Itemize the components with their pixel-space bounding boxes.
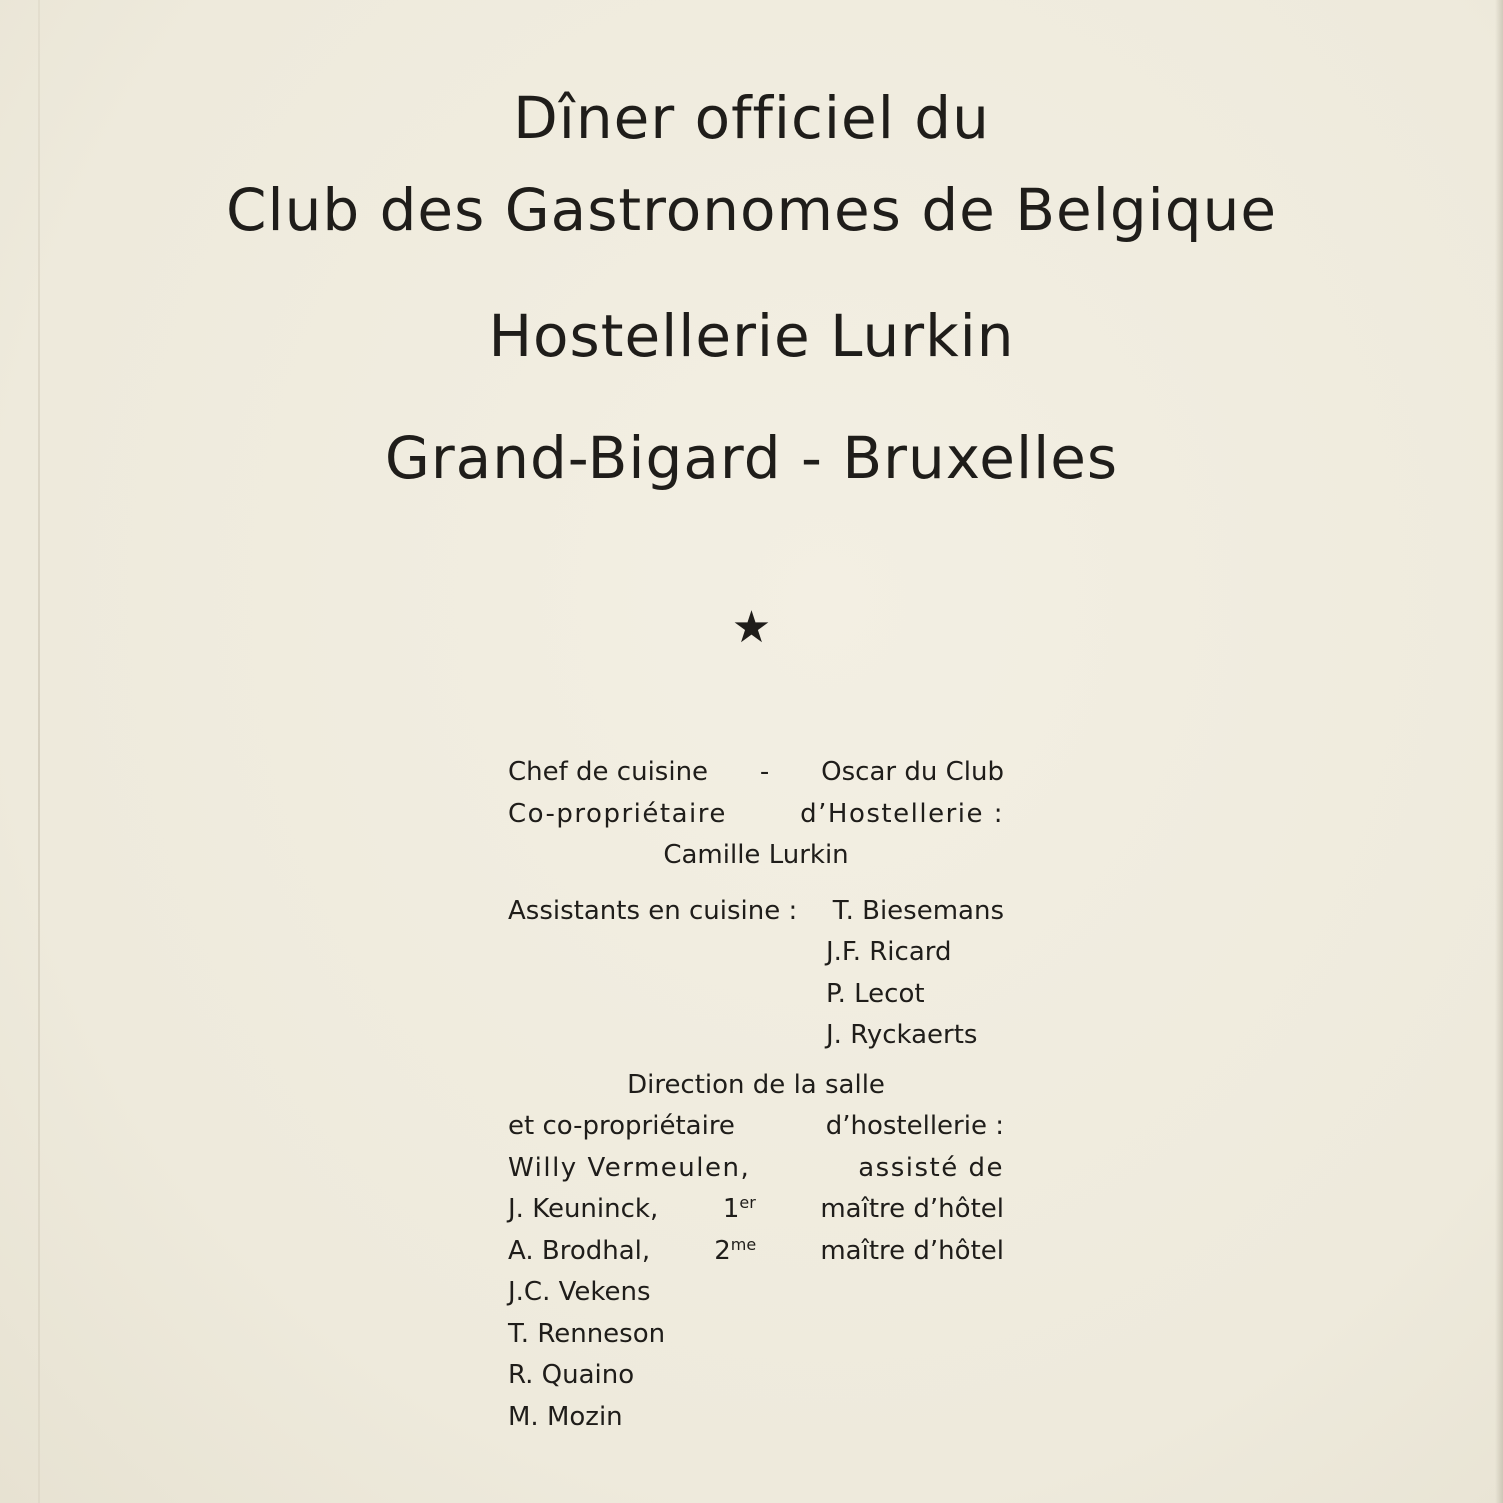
- staff-member: J.C. Vekens: [508, 1277, 651, 1307]
- title-line-venue: Hostellerie Lurkin: [488, 302, 1015, 370]
- direction-coowner-right: d’hostellerie :: [825, 1111, 1004, 1141]
- maitre-first-rank: 1er: [722, 1193, 756, 1224]
- maitre-first-title: maître d’hôtel: [820, 1194, 1004, 1224]
- direction-heading: Direction de la salle: [627, 1069, 885, 1100]
- coowner-role: Co-propriétaire: [508, 798, 727, 829]
- director-line: [508, 1148, 1004, 1190]
- direction-coowner-line: [508, 1106, 1004, 1148]
- maitre-second-title: maître d’hôtel: [820, 1235, 1004, 1266]
- assistant-name: J.F. Ricard: [826, 937, 952, 967]
- maitre-second-rank: $2^{me}$: [714, 1234, 757, 1266]
- staff-credits: [508, 752, 1004, 1438]
- staff-member: T. Renneson: [508, 1318, 666, 1349]
- maitre-first-line: [508, 1189, 1004, 1231]
- chef-separator: -: [759, 757, 770, 787]
- coowner-place: d’Hostellerie :: [800, 798, 1004, 829]
- title-line-dinner: Dîner officiel du: [513, 84, 990, 152]
- coowner-name: Camille Lurkin: [663, 840, 849, 870]
- assistants-label: Assistants en cuisine :: [508, 895, 798, 926]
- title-line-location: Grand-Bigard - Bruxelles: [384, 424, 1119, 492]
- chef-role: Chef de cuisine: [508, 757, 709, 787]
- assistant-name: P. Lecot: [826, 978, 925, 1009]
- assistants-line: [508, 891, 1004, 933]
- title-line-club: Club des Gastronomes de Belgique: [225, 176, 1278, 244]
- staff-member: R. Quaino: [508, 1360, 635, 1390]
- star-icon: ★: [731, 602, 772, 653]
- maitre-second-name: A. Brodhal,: [508, 1235, 651, 1266]
- director-name: Willy Vermeulen,: [508, 1152, 751, 1183]
- maitre-first-name: J. Keuninck,: [508, 1194, 659, 1224]
- director-suffix: assisté de: [858, 1152, 1004, 1183]
- chef-line: [508, 752, 1004, 794]
- assistant-name: J. Ryckaerts: [826, 1020, 978, 1050]
- coowner-line: [508, 794, 1004, 836]
- chef-name: Oscar du Club: [821, 757, 1004, 787]
- assistant-name: T. Biesemans: [832, 895, 1004, 926]
- direction-coowner-left: et co-propriétaire: [508, 1111, 735, 1141]
- maitre-second-line: [508, 1231, 1004, 1273]
- staff-member: M. Mozin: [508, 1401, 623, 1432]
